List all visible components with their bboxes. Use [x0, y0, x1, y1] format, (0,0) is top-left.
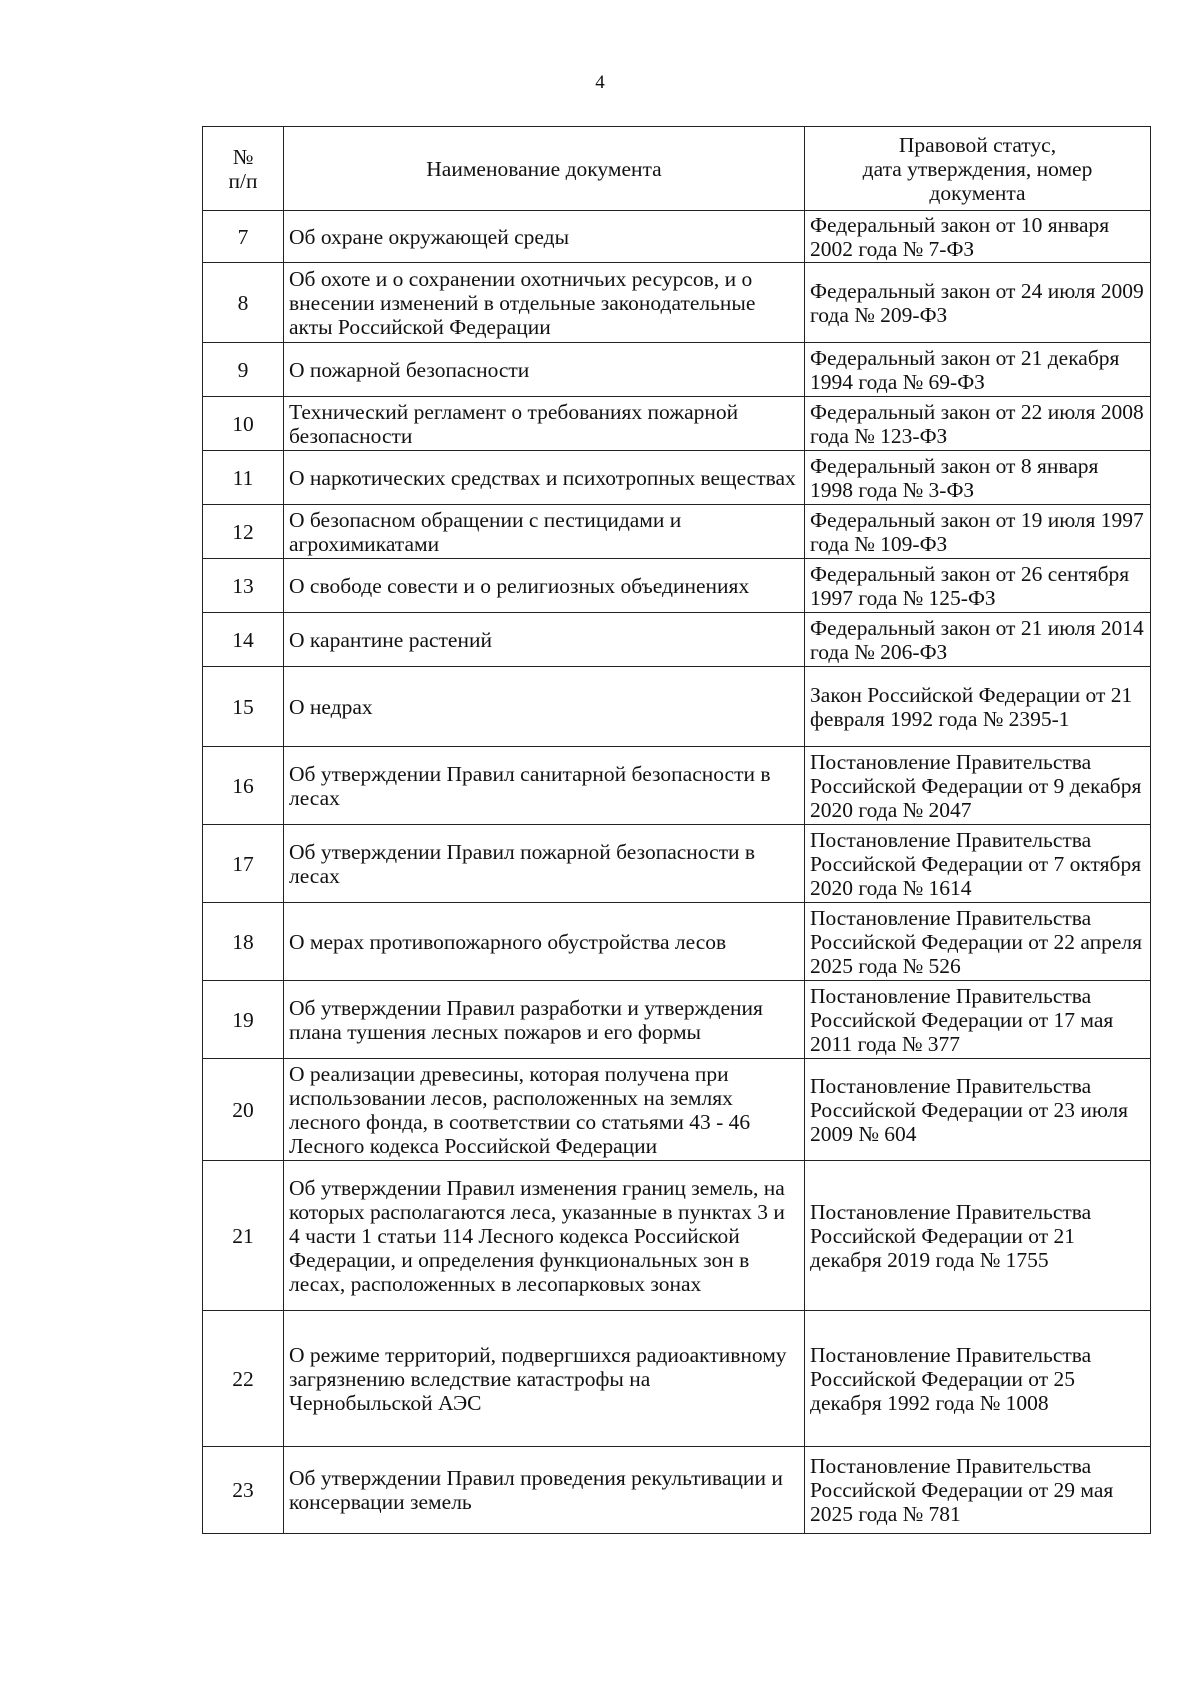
table-row: [203, 903, 1151, 981]
row-legal-status: Федеральный закон от 21 июля 2014 года № 206-ФЗ: [805, 613, 1151, 667]
row-number: 11: [203, 451, 284, 505]
row-number: 19: [203, 981, 284, 1059]
header-number: [203, 127, 284, 211]
row-document-name: Об утверждении Правил разработки и утверждения плана тушения лесных пожаров и его формы: [284, 981, 805, 1059]
row-number: 9: [203, 343, 284, 397]
row-document-name: О пожарной безопасности: [284, 343, 805, 397]
header-number-line1: №: [232, 144, 254, 169]
row-number: 8: [203, 263, 284, 343]
table-row: [203, 1161, 1151, 1311]
header-status-line3: документа: [929, 180, 1026, 205]
table-row: [203, 211, 1151, 263]
row-legal-status: Постановление Правительства Российской Федерации от 21 декабря 2019 года № 1755: [805, 1161, 1151, 1311]
row-legal-status: Федеральный закон от 21 декабря 1994 года № 69-ФЗ: [805, 343, 1151, 397]
table-row: [203, 397, 1151, 451]
row-document-name: О недрах: [284, 667, 805, 747]
row-number: 7: [203, 211, 284, 263]
row-legal-status: Федеральный закон от 19 июля 1997 года № 109-ФЗ: [805, 505, 1151, 559]
row-document-name: О карантине растений: [284, 613, 805, 667]
row-document-name: О режиме территорий, подвергшихся радиоактивному загрязнению вследствие катастрофы на Чернобыльской АЭС: [284, 1311, 805, 1447]
row-legal-status: Постановление Правительства Российской Федерации от 17 мая 2011 года № 377: [805, 981, 1151, 1059]
row-number: 16: [203, 747, 284, 825]
row-document-name: О реализации древесины, которая получена при использовании лесов, расположенных на землях лесного фонда, в соответствии со статьями 43 - 46 Лесного кодекса Российской Федерации: [284, 1059, 805, 1161]
page-number: 4: [595, 72, 605, 93]
row-document-name: Об утверждении Правил санитарной безопасности в лесах: [284, 747, 805, 825]
header-document-name: Наименование документа: [284, 127, 805, 211]
row-number: 15: [203, 667, 284, 747]
table-row: [203, 451, 1151, 505]
row-legal-status: Федеральный закон от 26 сентября 1997 года № 125-ФЗ: [805, 559, 1151, 613]
row-legal-status: Федеральный закон от 10 января 2002 года № 7-ФЗ: [805, 211, 1151, 263]
header-status-line2: дата утверждения, номер: [862, 156, 1093, 181]
table-row: [203, 1311, 1151, 1447]
row-legal-status: Постановление Правительства Российской Федерации от 9 декабря 2020 года № 2047: [805, 747, 1151, 825]
row-number: 12: [203, 505, 284, 559]
row-number: 18: [203, 903, 284, 981]
row-document-name: Об утверждении Правил изменения границ земель, на которых располагаются леса, указанные в пунктах 3 и 4 части 1 статьи 114 Лесного кодекса Российской Федерации, и определения функциональных зон в лесах, расположенных в лесопарковых зонах: [284, 1161, 805, 1311]
table-row: [203, 263, 1151, 343]
table-row: [203, 613, 1151, 667]
row-number: 17: [203, 825, 284, 903]
row-legal-status: Федеральный закон от 8 января 1998 года № 3-ФЗ: [805, 451, 1151, 505]
table-row: [203, 1059, 1151, 1161]
header-legal-status: [805, 127, 1151, 211]
row-legal-status: Федеральный закон от 24 июля 2009 года № 209-ФЗ: [805, 263, 1151, 343]
row-document-name: Об утверждении Правил пожарной безопасности в лесах: [284, 825, 805, 903]
table-row: [203, 505, 1151, 559]
table-row: [203, 343, 1151, 397]
row-number: 21: [203, 1161, 284, 1311]
row-document-name: Об утверждении Правил проведения рекультивации и консервации земель: [284, 1447, 805, 1534]
row-number: 14: [203, 613, 284, 667]
row-document-name: Технический регламент о требованиях пожарной безопасности: [284, 397, 805, 451]
documents-table: [202, 126, 1151, 1534]
row-document-name: О мерах противопожарного обустройства лесов: [284, 903, 805, 981]
row-number: 20: [203, 1059, 284, 1161]
table-header-row: [203, 127, 1151, 211]
table-row: [203, 667, 1151, 747]
row-document-name: О свободе совести и о религиозных объединениях: [284, 559, 805, 613]
header-status-line1: Правовой статус,: [898, 132, 1057, 157]
row-legal-status: Постановление Правительства Российской Федерации от 29 мая 2025 года № 781: [805, 1447, 1151, 1534]
header-number-line2: п/п: [228, 168, 258, 193]
table-row: [203, 559, 1151, 613]
row-number: 13: [203, 559, 284, 613]
row-legal-status: Постановление Правительства Российской Федерации от 23 июля 2009 № 604: [805, 1059, 1151, 1161]
row-document-name: Об охране окружающей среды: [284, 211, 805, 263]
row-legal-status: Федеральный закон от 22 июля 2008 года № 123-ФЗ: [805, 397, 1151, 451]
row-document-name: О наркотических средствах и психотропных веществах: [284, 451, 805, 505]
table-row: [203, 1447, 1151, 1534]
table-row: [203, 825, 1151, 903]
row-legal-status: Постановление Правительства Российской Федерации от 7 октября 2020 года № 1614: [805, 825, 1151, 903]
row-number: 22: [203, 1311, 284, 1447]
row-legal-status: Постановление Правительства Российской Федерации от 25 декабря 1992 года № 1008: [805, 1311, 1151, 1447]
row-legal-status: Закон Российской Федерации от 21 февраля 1992 года № 2395-1: [805, 667, 1151, 747]
row-number: 23: [203, 1447, 284, 1534]
row-document-name: Об охоте и о сохранении охотничьих ресурсов, и о внесении изменений в отдельные законодательные акты Российской Федерации: [284, 263, 805, 343]
row-document-name: О безопасном обращении с пестицидами и агрохимикатами: [284, 505, 805, 559]
table-row: [203, 981, 1151, 1059]
row-legal-status: Постановление Правительства Российской Федерации от 22 апреля 2025 года № 526: [805, 903, 1151, 981]
table-row: [203, 747, 1151, 825]
row-number: 10: [203, 397, 284, 451]
